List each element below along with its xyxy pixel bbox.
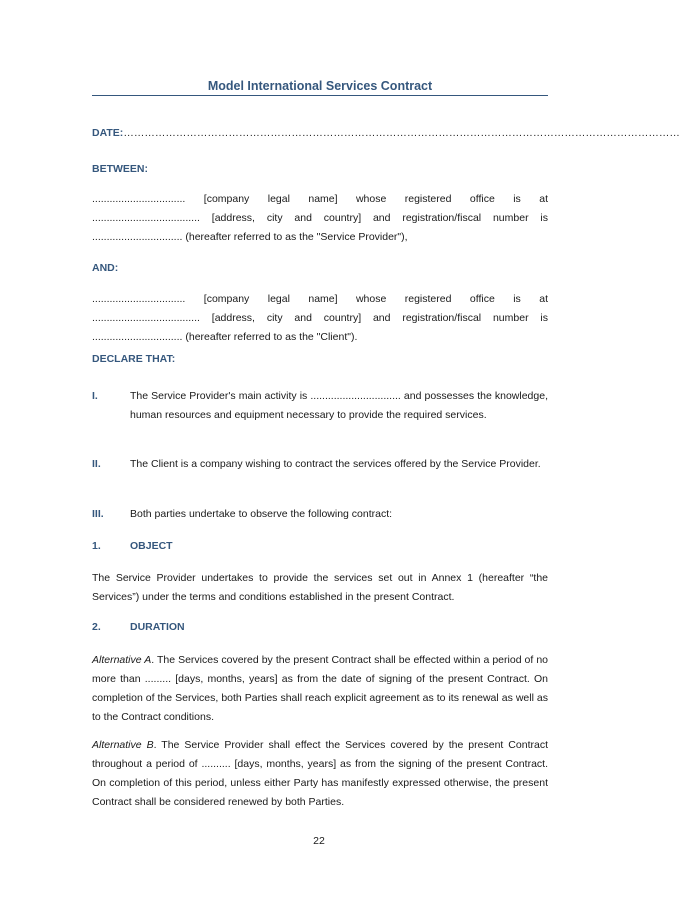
provider-paragraph <box>92 190 548 247</box>
alternative-a-paragraph <box>92 651 548 727</box>
page-number: 22 <box>313 835 325 847</box>
alternative-b-label: Alternative B <box>92 739 154 751</box>
declaration-item <box>92 387 548 425</box>
alternative-a-text: . The Services covered by the present Contract shall be effected within a period of no more than ......... [days, months, years] as from the date of signing of the present Contract. On completion of the Services, both Parties shall reach explicit agreement as to its renewal as well as to the Contract conditions. <box>92 654 548 723</box>
declaration-item <box>92 505 548 524</box>
client-line: ................................ [company legal name] whose registered office is at <box>92 293 548 305</box>
declaration-number: III. <box>92 508 104 520</box>
provider-line: ..................................... [address, city and country] and registration/fiscal number is <box>92 212 548 224</box>
provider-line: ............................... (hereafter referred to as the "Service Provider"), <box>92 231 408 243</box>
alternative-b-paragraph <box>92 736 548 812</box>
client-line: ............................... (hereafter referred to as the "Client"). <box>92 331 358 343</box>
provider-line: ................................ [company legal name] whose registered office is at <box>92 193 548 205</box>
section-heading: OBJECT <box>130 540 173 552</box>
date-label: DATE: <box>92 127 124 139</box>
date-placeholder: …………………………………………………………………………………………………………………………………………… <box>123 127 680 139</box>
declaration-number: I. <box>92 390 98 402</box>
declaration-text: The Client is a company wishing to contract the services offered by the Service Provider. <box>130 458 541 470</box>
section-number: 2. <box>92 621 101 633</box>
declaration-text: The Service Provider's main activity is ............................... and possesses the knowledge, human resources and equipment necessary to provide the required services. <box>130 390 548 421</box>
client-line: ..................................... [address, city and country] and registration/fiscal number is <box>92 312 548 324</box>
object-paragraph: The Service Provider undertakes to provide the services set out in Annex 1 (hereafter “the Services”) under the terms and conditions established in the present Contract. <box>92 572 548 603</box>
and-heading: AND: <box>92 262 119 274</box>
section-heading: DURATION <box>130 621 185 633</box>
section-number: 1. <box>92 540 101 552</box>
title-underline <box>92 95 548 96</box>
between-heading: BETWEEN: <box>92 163 148 175</box>
alternative-a-label: Alternative A <box>92 654 152 666</box>
declare-heading: DECLARE THAT: <box>92 353 176 365</box>
declaration-number: II. <box>92 458 101 470</box>
declaration-text: Both parties undertake to observe the following contract: <box>130 508 393 520</box>
document-title: Model International Services Contract <box>207 79 433 93</box>
date-line <box>92 127 680 139</box>
declaration-item <box>92 455 548 474</box>
client-paragraph <box>92 290 548 347</box>
alternative-b-text: . The Service Provider shall effect the Services covered by the present Contract throughout a period of .......... [days, months, years] as from the signing of the present Contract. On completion of this period, unless either Party has manifestly expressed otherwise, the present Contract shall be considered renewed by both Parties. <box>92 739 548 808</box>
